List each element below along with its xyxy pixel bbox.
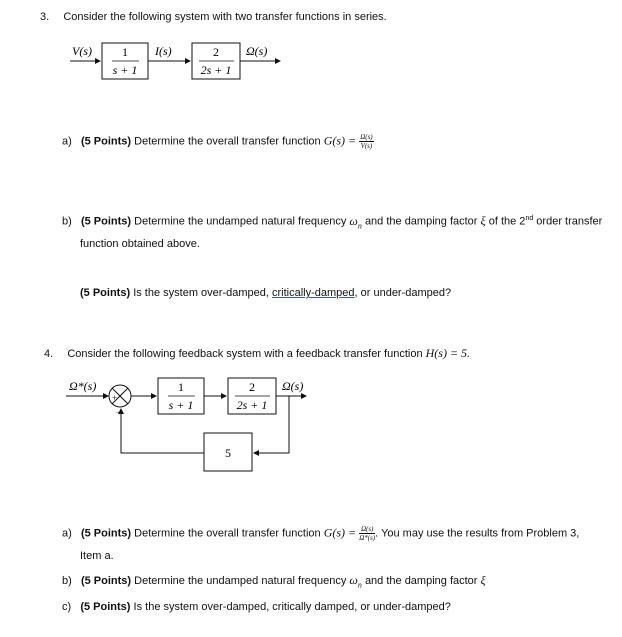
q4-part-b: [62, 573, 486, 589]
q4-plus-sign: +: [112, 393, 118, 403]
q3a-frac-num: Ω(s): [360, 133, 373, 141]
q4b-omega: $\omega_n$: [349, 573, 362, 590]
q4-intro: Consider the following feedback system with a feedback transfer function: [67, 348, 423, 360]
q4-feedback-value: 5: [225, 446, 231, 460]
q3c-critical: critically-damped: [271, 287, 355, 299]
q4a-text: Determine the overall transfer function: [134, 527, 321, 540]
q4b-points: (5 Points): [80, 575, 132, 587]
q4c-label: c): [62, 601, 72, 613]
q4-block2-den: 2s + 1: [236, 398, 268, 412]
q4a-label: a): [62, 527, 72, 540]
q4-block1-den: s + 1: [168, 398, 194, 412]
q3b-text4: order transfer: [536, 215, 603, 228]
q3b-text2: and the damping factor: [364, 215, 478, 228]
q3b-label: b): [62, 215, 72, 228]
q4a-text2: You may use the results from Problem 3,: [381, 527, 580, 540]
q3b-points: (5 Points): [80, 215, 132, 228]
q3a-label: a): [62, 135, 72, 148]
q3-number: 3.: [40, 11, 50, 23]
q3-intro: Consider the following system with two transfer functions in series.: [63, 11, 387, 23]
q4-block2-num: 2: [249, 380, 255, 394]
q3-input-label: V(s): [72, 44, 92, 58]
q3c-text2: , or under-damped?: [354, 287, 452, 299]
q4b-xi: ξ: [480, 573, 486, 587]
q3a-fraction: [359, 133, 373, 150]
q3-block2-den: 2s + 1: [200, 63, 232, 77]
q4c-points: (5 Points): [80, 601, 131, 613]
q3-block-diagram: [0, 0, 622, 100]
q3b-text1: Determine the undamped natural frequency: [134, 215, 347, 228]
q4a-gs: G(s) =: [323, 525, 357, 540]
q3b-line2: function obtained above.: [80, 238, 200, 251]
q3-part-a: [62, 133, 374, 150]
q3-part-b: [62, 210, 602, 253]
q4-minus-sign: −: [116, 407, 122, 417]
q4b-text2: and the damping factor: [364, 575, 478, 587]
q4-number: 4.: [44, 348, 54, 360]
q3b-omega: $\omega_n$: [349, 213, 362, 231]
q4b-text1: Determine the undamped natural frequency: [134, 575, 347, 587]
q4-part-a: [62, 525, 579, 562]
q3c-points: (5 Points): [80, 287, 131, 299]
q3-block1-num: 1: [122, 45, 128, 59]
q3-block2-num: 2: [213, 45, 219, 59]
q4a-fraction: [359, 525, 375, 542]
q4a-frac-den: Ω*(s): [359, 534, 376, 542]
q3a-points: (5 Points): [80, 135, 132, 148]
q4a-dot: .: [375, 527, 379, 540]
q4a-line2: Item a.: [80, 550, 114, 562]
q3a-text: Determine the overall transfer function: [134, 135, 321, 148]
q3c-text1: Is the system over-damped,: [133, 287, 269, 299]
q3-block1-den: s + 1: [112, 63, 138, 77]
q3b-xi: ξ: [480, 213, 486, 228]
q3b-text3: of the 2: [488, 215, 526, 228]
q4-header: [44, 346, 470, 361]
q4c-text: Is the system over-damped, critically damped, or under-damped?: [133, 601, 451, 613]
q3-mid-label: I(s): [155, 44, 172, 58]
q4a-points: (5 Points): [80, 527, 132, 540]
q4a-frac-num: Ω(s): [360, 525, 374, 533]
q4-input-label: Ω*(s): [69, 379, 97, 393]
q4-feedback-line-left: [121, 409, 204, 453]
q3-part-c: [80, 287, 451, 299]
q4b-label: b): [62, 575, 72, 587]
q3a-gs: G(s) =: [323, 133, 357, 148]
q3-output-label: Ω(s): [246, 44, 268, 58]
q4-part-c: [62, 601, 451, 613]
q4-block-diagram: [0, 360, 622, 480]
q4-output-label: Ω(s): [282, 379, 304, 393]
q4-block1-num: 1: [178, 380, 184, 394]
q3b-sup: nd: [525, 215, 534, 222]
q3a-frac-den: V(s): [360, 142, 373, 150]
q4-h: H(s) = 5.: [425, 346, 471, 360]
